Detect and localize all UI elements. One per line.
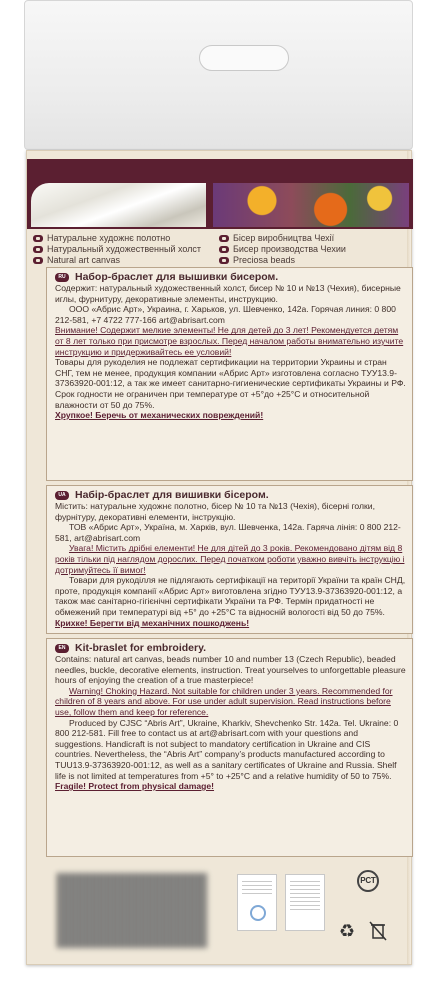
bullet-icon	[219, 235, 229, 242]
certificate-image	[285, 874, 325, 931]
ru-fragile: Хрупкое! Беречь от механических повреждений!	[55, 410, 264, 421]
seal-icon	[250, 905, 266, 921]
hang-tab	[24, 0, 413, 150]
ua-fragile: Крихке! Берегти від механічних пошкоджень!	[55, 617, 250, 628]
canvas-material-list	[33, 233, 201, 266]
lang-badge-ru: RU	[55, 273, 69, 282]
lang-badge-ua: UA	[55, 491, 69, 500]
ua-cert: Товари для рукоділля не підлягають сертифікації на території України та країн СНД, проте, продукція компанії «Абрис Арт» виготовлена згідно ТУУ13.9-37363920-001:12, а також має санітарно-гігієнічні сертифікати України та РФ. Термін придатності не обмежений при температурі від +5° до +25°С та відносній вологості від 50 до 75%.	[55, 575, 406, 617]
lang-badge-en: EN	[55, 644, 69, 653]
bullet-icon	[33, 235, 43, 242]
en-title: Kit-braslet for embroidery.	[75, 642, 207, 654]
ru-producer: ООО «Абрис Арт», Украина, г. Харьков, ул. Шевченко, 142а. Горячая линия: 0 800 212-581, +7 4722 777-166 art@abrisart.com	[55, 304, 396, 325]
no-trash-icon	[368, 920, 388, 942]
en-producer: Produced by CJSC “Abris Art”, Ukraine, Kharkiv, Shevchenko Str. 142a. Tel. Ukraine: 0 800 212-581. Fill free to contact us at art@abrisart.com with your questions and suggestions. Handicraft is not subject to mandatory certification in Ukraine and CIS countries. Nevertheless, the “Abris Art” company’s products manufactured according to TUU13.9-37363920-001:12, as well as a sanitary certificates of Ukraine and Russia. Shelf life is not limited at temperatures from +5° to +25°C and a relative humidity of 50 to 75%.	[55, 717, 399, 781]
certificate-image	[237, 874, 277, 931]
ua-heading	[55, 489, 406, 501]
ua-contents: Містить: натуральне художнє полотно, бісер № 10 та №13 (Чехія), бісерні голки, фурнітуру, декоративні елементи, інструкцію.	[55, 501, 375, 522]
barcode-blurred	[57, 873, 207, 948]
beads-photo	[213, 183, 409, 227]
list-item: Preciosa beads	[219, 255, 346, 266]
ru-warning: Внимание! Содержит мелкие элементы! Не для детей до 3 лет! Рекомендуется детям от 8 лет только при присмотре взрослых. Перед началом работы внимательно изучите инструкцию и придерживайтесь ее условий!	[55, 325, 404, 357]
bullet-icon	[33, 257, 43, 264]
bullet-icon	[33, 246, 43, 253]
en-section	[46, 638, 413, 857]
ru-contents: Содержит: натуральный художественный холст, бисер № 10 и №13 (Чехия), бисерные иглы, фурнитуру, декоративные элементы, инструкцию.	[55, 283, 401, 304]
ua-section	[46, 485, 413, 634]
ua-title: Набір-браслет для вишивки бісером.	[75, 489, 269, 501]
ua-producer: ТОВ «Абрис Арт», Україна, м. Харків, вул. Шевченка, 142а. Гаряча лінія: 0 800 212-581, art@abrisart.com	[55, 522, 401, 543]
list-item: Бісер виробництва Чехії	[219, 233, 346, 244]
ru-section	[46, 267, 413, 481]
ru-title: Набор-браслет для вышивки бисером.	[75, 271, 279, 283]
ru-heading	[55, 271, 406, 283]
list-item: Натуральный художественный холст	[33, 244, 201, 255]
recycle-icon: ♻	[338, 921, 356, 941]
rst-mark-icon: РСТ	[357, 870, 379, 892]
header-banner	[27, 159, 413, 229]
product-card	[26, 150, 412, 965]
certification-mark	[352, 870, 384, 906]
list-item: Бисер производства Чехии	[219, 244, 346, 255]
list-item: Натуральне художнє полотно	[33, 233, 201, 244]
bullet-icon	[219, 257, 229, 264]
ru-cert: Товары для рукоделия не подлежат сертификации на территории Украины и стран СНГ, тем не менее, продукция компании «Абрис Арт» изготовлена согласно ТУУ13.9-37363920-001:12, а так же имеет санитарно-гигиенические сертификаты Украины и РФ. Срок годности не ограничен при температуре от +5°до +25°С и относительной влажности от 50 до 75%.	[55, 357, 406, 410]
en-warning: Warning! Choking Hazard. Not suitable for children under 3 years. Recommended for children of 8 years and above. For use under adult supervision. Read instructions before use, follow them and keep for reference.	[55, 685, 393, 717]
ua-warning: Увага! Містить дрібні елементи! Не для дітей до 3 років. Рекомендовано дітям від 8 років тільки під наглядом дорослих. Перед початком роботи уважно вивчіть інструкцію і дотримуйтесь її вимог!	[55, 543, 405, 575]
en-fragile: Fragile! Protect from physical damage!	[55, 781, 215, 792]
canvas-photo	[31, 183, 206, 227]
beads-material-list	[219, 233, 346, 266]
hang-hole	[199, 45, 289, 71]
bullet-icon	[219, 246, 229, 253]
en-contents: Contains: natural art canvas, beads number 10 and number 13 (Czech Republic), beaded needles, buckle, decorative elements, instruction. Treat yourselves to unforgettable pleasure hours of enjoying the creation of a true masterpiece!	[55, 654, 406, 686]
list-item: Natural art canvas	[33, 255, 201, 266]
en-heading	[55, 642, 406, 654]
